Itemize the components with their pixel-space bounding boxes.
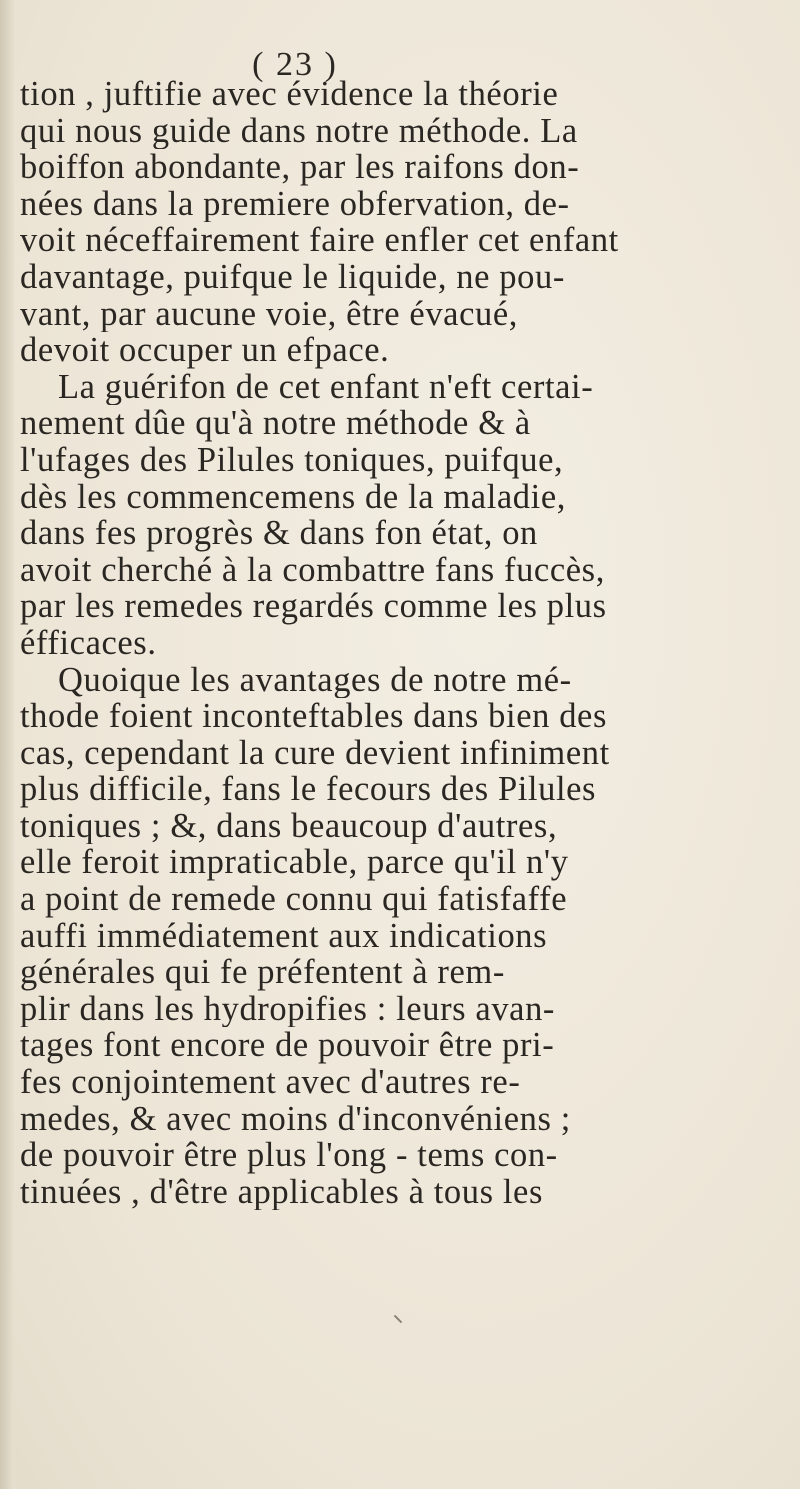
text-line: tages font encore de pouvoir être pri-: [20, 1027, 555, 1065]
text-line: avoit cherché à la combattre fans fuccès,: [20, 551, 605, 589]
body-text: [20, 76, 780, 1210]
text-line: devoit occuper un efpace.: [20, 332, 390, 369]
text-line: nement dûe qu'à notre méthode & à: [20, 405, 531, 442]
text-line: générales qui fe préfentent à rem-: [20, 954, 505, 991]
text-line: dès les commencemens de la maladie,: [20, 478, 566, 516]
text-line: boiffon abondante, par les raifons don-: [20, 149, 580, 186]
page-number: ( 23 ): [252, 46, 338, 83]
paragraph-start-line: Quoique les avantages de notre mé-: [58, 661, 572, 699]
text-line: medes, & avec moins d'inconvéniens ;: [20, 1100, 571, 1138]
text-line: de pouvoir être plus l'ong - tems con-: [20, 1137, 558, 1174]
page-gutter: [0, 0, 14, 1489]
text-line: par les remedes regardés comme les plus: [20, 588, 607, 625]
text-line: plir dans les hydropifies : leurs avan-: [20, 990, 556, 1028]
text-line: fes conjointement avec d'autres re-: [20, 1064, 521, 1101]
text-line: dans fes progrès & dans fon état, on: [20, 515, 538, 552]
text-line: éfficaces.: [20, 624, 157, 662]
text-line: davantage, puifque le liquide, ne pou-: [20, 258, 565, 296]
text-line: thode foient inconteftables dans bien des: [20, 698, 607, 735]
text-line: plus difficile, fans le fecours des Pilules: [20, 771, 597, 808]
text-line: auffi immédiatement aux indications: [20, 917, 548, 955]
text-line: nées dans la premiere obfervation, de-: [20, 185, 570, 223]
text-line: qui nous guide dans notre méthode. La: [20, 112, 578, 150]
text-line: voit néceffairement faire enfler cet enfant: [20, 222, 619, 259]
ink-mark: [394, 1315, 402, 1323]
paragraph-start-line: La guérifon de cet enfant n'eft certai-: [58, 368, 594, 406]
text-line: cas, cependant la cure devient infiniment: [20, 734, 610, 772]
text-line: vant, par aucune voie, être évacué,: [20, 295, 518, 333]
text-line: tion , juftifie avec évidence la théorie: [20, 76, 559, 113]
text-line: tinuées , d'être applicables à tous les: [20, 1173, 543, 1211]
text-line: elle feroit impraticable, parce qu'il n'y: [20, 844, 569, 882]
text-line: a point de remede connu qui fatisfaffe: [20, 881, 568, 918]
text-line: l'ufages des Pilules toniques, puifque,: [20, 441, 564, 479]
text-line: toniques ; &, dans beaucoup d'autres,: [20, 807, 558, 845]
